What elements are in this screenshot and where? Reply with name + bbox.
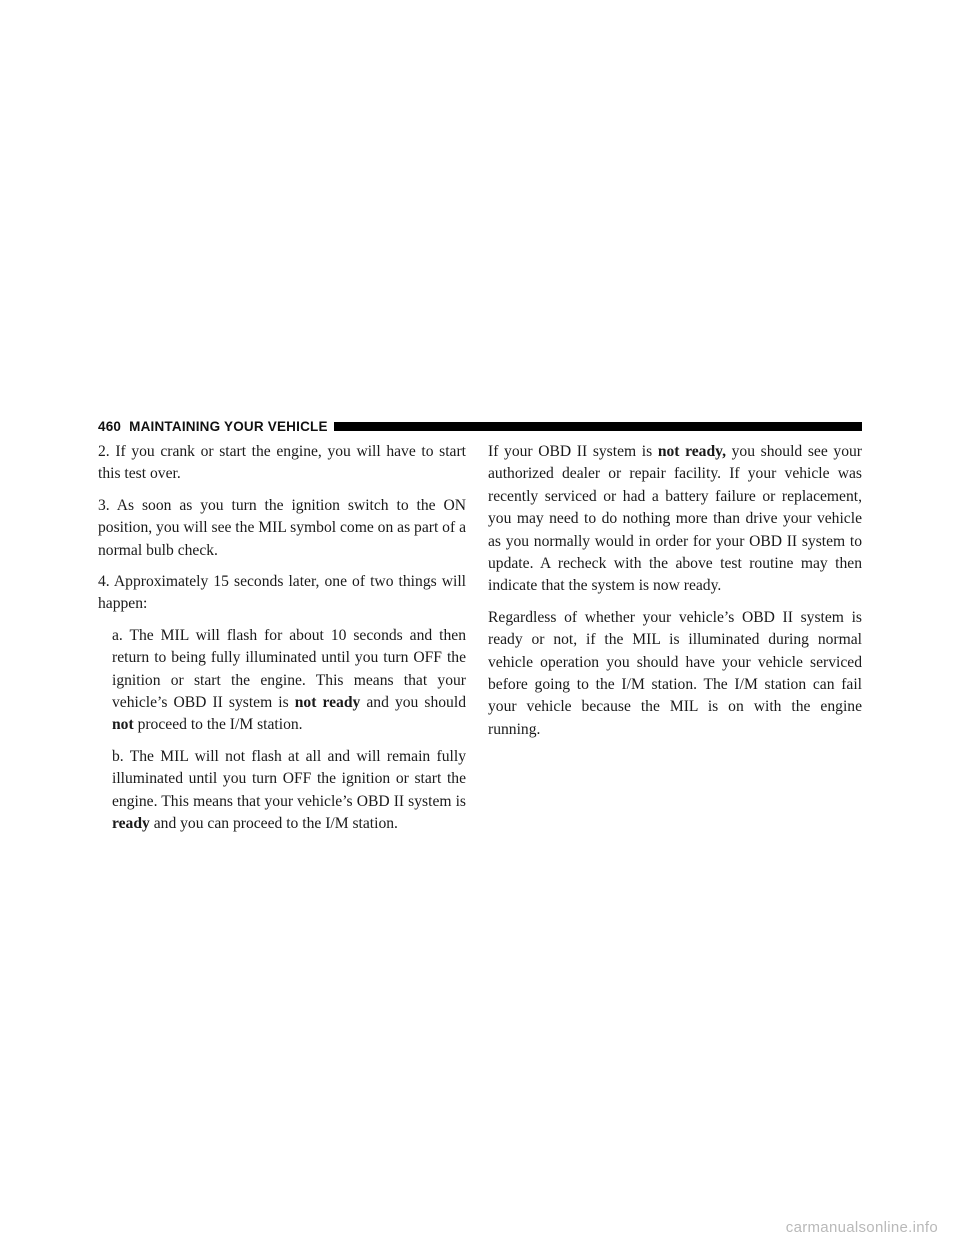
- step-2-paragraph: 2. If you crank or start the engine, you will have to start this test over.: [98, 443, 466, 483]
- substep-b-paragraph: [112, 746, 466, 836]
- not-ready-paragraph: [488, 441, 862, 598]
- page-number: 460: [98, 418, 122, 434]
- page-header: [98, 417, 862, 435]
- not-ready-text-2: you should see your authorized dealer or repair facility. If your vehicle was recently serviced or had a battery failure or replacement, you may need to do nothing more than drive your vehicle as you normally would in order for your OBD II system to update. A recheck with the above test routine may then indicate that the system is now ready.: [488, 443, 862, 595]
- right-column: [488, 441, 862, 750]
- substep-a-text-1: a. The MIL will flash for about 10 seconds and then return to being fully illuminated until you turn OFF the ignition or start the engine. This means that your vehicle’s OBD II system is: [112, 626, 466, 712]
- substep-a-bold-not-ready: not ready: [294, 694, 361, 712]
- regardless-paragraph: Regardless of whether your vehicle’s OBD II system is ready or not, if the MIL is illuminated during normal vehicle operation you should have your vehicle serviced before going to the I/M station. The I/M station can fail your vehicle because the MIL is on with the engine running.: [488, 608, 862, 738]
- step-4-paragraph: 4. Approximately 15 seconds later, one of two things will happen:: [98, 573, 466, 613]
- substep-a-paragraph: [112, 625, 466, 737]
- substep-a-text-3: proceed to the I/M station.: [133, 716, 303, 734]
- substep-a-text-2: and you should: [360, 694, 466, 712]
- not-ready-text-1: If your OBD II system is: [488, 443, 658, 460]
- step-3-paragraph: 3. As soon as you turn the ignition switch to the ON position, you will see the MIL symbol come on as part of a normal bulb check.: [98, 496, 466, 559]
- substep-b-text-1: b. The MIL will not flash at all and will remain fully illuminated until you turn OFF the ignition or start the engine. This means that your vehicle’s OBD II system is: [112, 747, 466, 810]
- substep-a-bold-not: not: [112, 716, 134, 734]
- not-ready-bold: not ready,: [657, 443, 726, 460]
- substep-b-bold-ready: ready: [112, 815, 150, 833]
- header-rule: [334, 422, 862, 431]
- section-title: MAINTAINING YOUR VEHICLE: [129, 418, 328, 434]
- substep-b-text-2: and you can proceed to the I/M station.: [149, 815, 398, 833]
- footer-watermark: carmanualsonline.info: [785, 1219, 938, 1236]
- left-column: [98, 441, 466, 845]
